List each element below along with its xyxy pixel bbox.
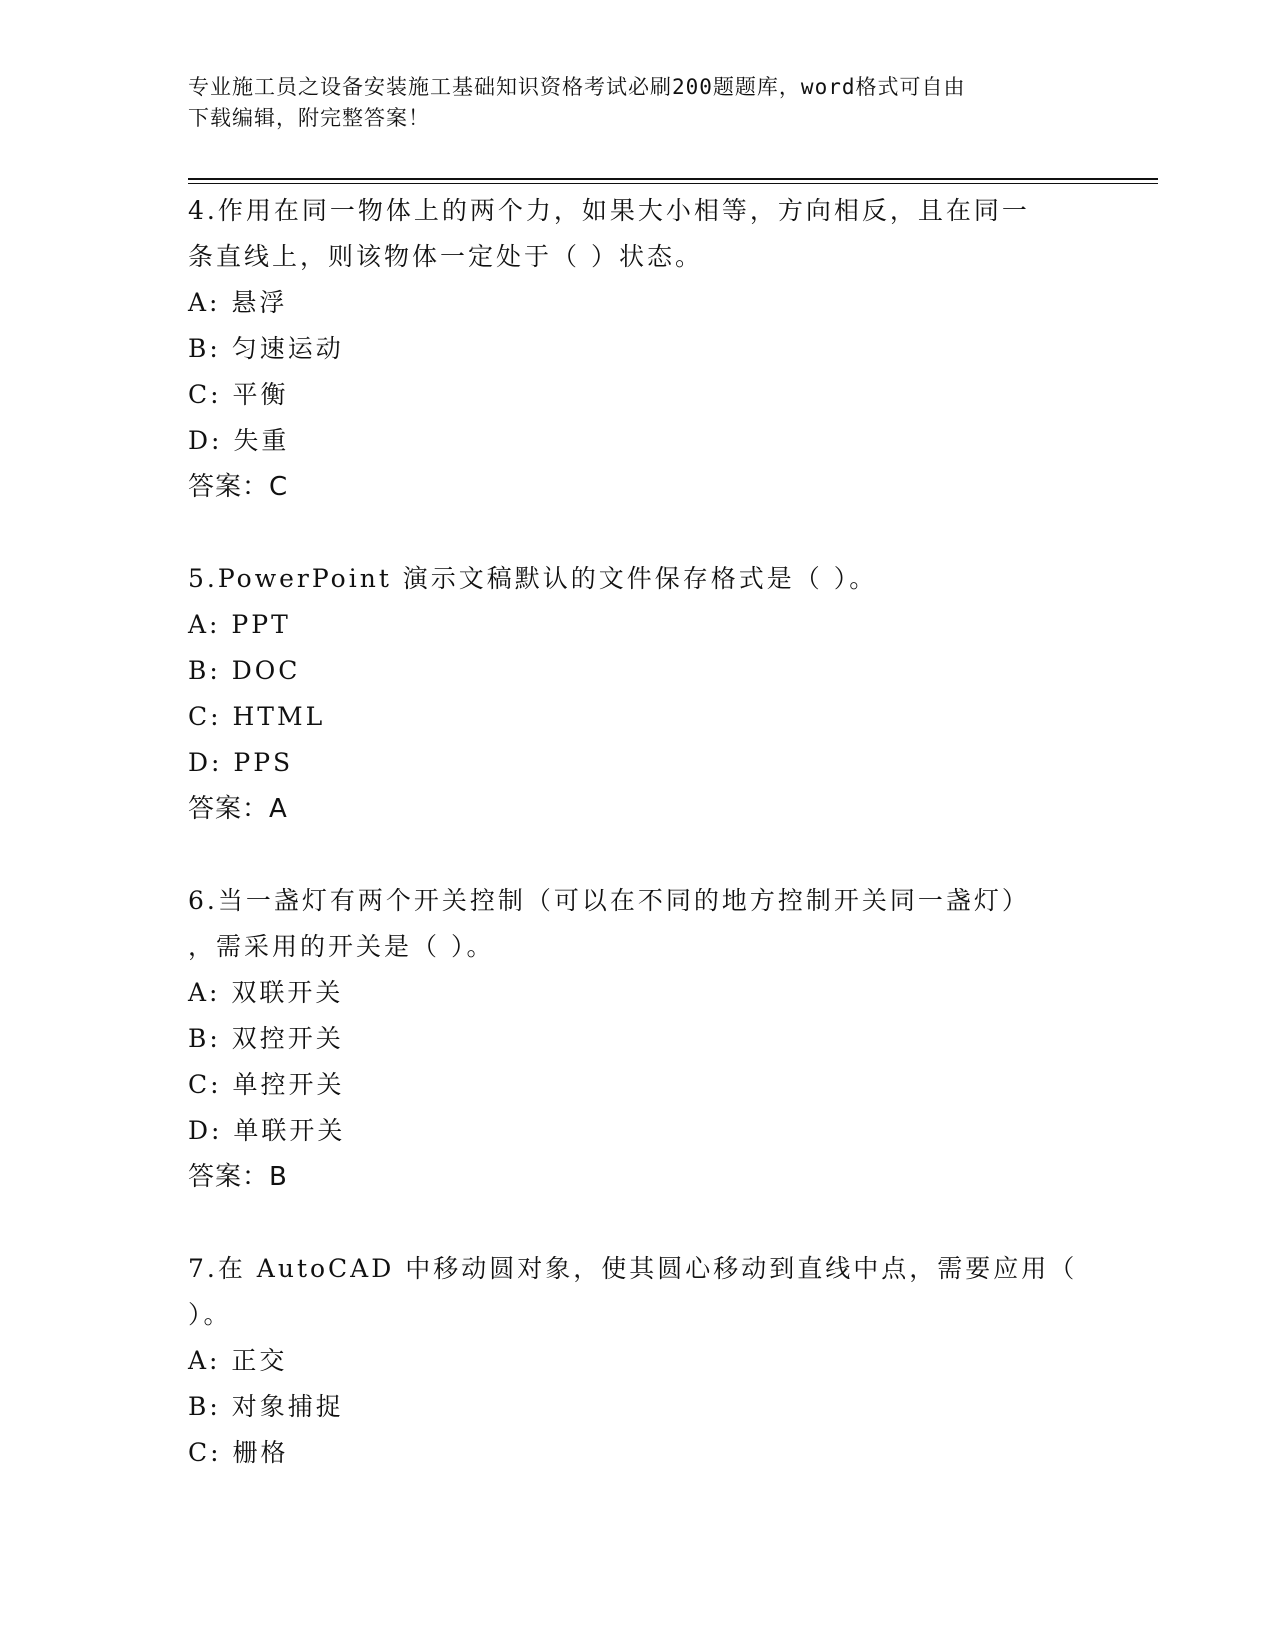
question-list	[188, 188, 1088, 1476]
question-item	[188, 1246, 1088, 1476]
option-a: A: PPT	[188, 610, 291, 639]
question-spacer	[188, 832, 1088, 878]
answer-line: 答案：B	[188, 1162, 288, 1192]
document-header	[188, 72, 1088, 134]
option-a: A: 悬浮	[188, 288, 288, 317]
option-a: A: 双联开关	[188, 978, 344, 1007]
option-d: D: PPS	[188, 748, 294, 777]
question-item	[188, 878, 1088, 1200]
header-divider-thin	[188, 183, 1158, 184]
option-c: C: 栅格	[188, 1438, 289, 1467]
option-b: B: DOC	[188, 656, 301, 685]
option-c: C: 平衡	[188, 380, 289, 409]
header-line: 下载编辑，附完整答案！	[188, 106, 430, 130]
answer-line: 答案：C	[188, 472, 289, 502]
answer-line: 答案：A	[188, 794, 288, 824]
question-stem-line: ，需采用的开关是（ ）。	[188, 932, 495, 961]
option-b: B: 匀速运动	[188, 334, 344, 363]
question-stem-line: 7.在 AutoCAD 中移动圆对象，使其圆心移动到直线中点，需要应用（	[188, 1254, 1078, 1283]
question-stem-line: 6.当一盏灯有两个开关控制（可以在不同的地方控制开关同一盏灯）	[188, 886, 1030, 915]
option-b: B: 对象捕捉	[188, 1392, 344, 1421]
header-divider-thick	[188, 178, 1158, 180]
question-item	[188, 556, 1088, 832]
question-spacer	[188, 510, 1088, 556]
option-c: C: HTML	[188, 702, 326, 731]
question-stem-line: 4.作用在同一物体上的两个力，如果大小相等，方向相反，且在同一	[188, 196, 1030, 225]
option-c: C: 单控开关	[188, 1070, 345, 1099]
question-stem	[188, 188, 1088, 280]
question-spacer	[188, 1200, 1088, 1246]
question-item	[188, 188, 1088, 510]
question-stem-line: 条直线上，则该物体一定处于（ ）状态。	[188, 242, 703, 271]
question-stem	[188, 1246, 1088, 1338]
question-stem-line: ）。	[188, 1300, 232, 1329]
option-d: D: 失重	[188, 426, 290, 455]
option-a: A: 正交	[188, 1346, 288, 1375]
header-line: 专业施工员之设备安装施工基础知识资格考试必刷200题题库，word格式可自由	[188, 75, 966, 99]
option-b: B: 双控开关	[188, 1024, 344, 1053]
option-d: D: 单联开关	[188, 1116, 346, 1145]
question-stem-line: 5.PowerPoint 演示文稿默认的文件保存格式是（ ）。	[188, 564, 878, 593]
question-stem	[188, 878, 1088, 970]
question-stem	[188, 556, 1088, 602]
